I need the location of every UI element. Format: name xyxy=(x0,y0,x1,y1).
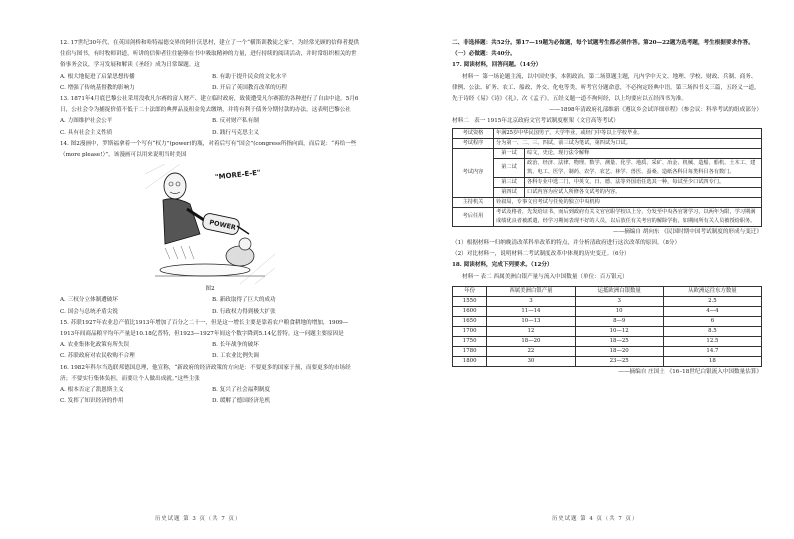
table-cell: 综文，史论，现行法令解释 xyxy=(525,148,762,158)
option-b[interactable]: B. 新政取得了巨大的成功 xyxy=(212,297,276,304)
option-a[interactable]: A. 根大地促进了启蒙思想传播 xyxy=(60,73,135,80)
table-cell: 1550 xyxy=(453,296,487,306)
page-footer: 历史试题 第 3 页（共 7 页） xyxy=(155,516,242,522)
option-a[interactable]: A. 力图维护社会公平 xyxy=(60,118,113,125)
option-b[interactable]: B. 长年战争的破坏 xyxy=(212,342,259,349)
table-row xyxy=(453,316,762,326)
table-cell: 考试程序 xyxy=(453,138,494,148)
table-row xyxy=(453,187,762,197)
option-c[interactable]: C. 增强了传统基督教的影响力 xyxy=(60,84,135,91)
table-cell: 考试内容 xyxy=(453,148,494,197)
table-cell: 18—20 xyxy=(575,346,663,356)
table-cell: 6 xyxy=(663,316,761,326)
option-b[interactable]: B. 复兴了社会福利制度 xyxy=(212,387,271,394)
material-source: ——摘编自 胡向东 《民国时期中国考试制度的形成与变迁》 xyxy=(613,228,762,235)
question-17-part-1: （1）根据材料一归纳晚清改革科举改革的特点，并分析清政府进行这次改革的原因。（8分） xyxy=(452,239,681,246)
table-cell: 分为第一、二、三、四试，前三试为笔试，第四试为口试。 xyxy=(494,138,762,148)
option-c[interactable]: C. 发挥了知识经济的作用 xyxy=(60,398,124,405)
page-footer: 历史试题 第 4 页（共 7 页） xyxy=(552,516,639,522)
option-b[interactable]: B. 有助于提升民众的文化水平 xyxy=(212,73,287,80)
material-label: 材料一 xyxy=(462,73,479,80)
table-cell: 主持机关 xyxy=(453,197,494,207)
question-14 xyxy=(60,139,360,318)
question-13 xyxy=(60,94,360,139)
table-row xyxy=(453,148,762,158)
table-cell: 10—13 xyxy=(487,316,575,326)
material-source: ——1898年清政府礼部维新《遵议乡会试详细章程》（参会议：科举考试的组成部分） xyxy=(549,107,762,114)
table-row xyxy=(453,128,762,138)
table-cell: 30 xyxy=(487,356,575,366)
column-header: 年份 xyxy=(453,286,487,296)
option-c[interactable]: C. 苏联政府对农民收购不合理 xyxy=(60,353,135,360)
required-heading: （一）必做题：共40分。 xyxy=(452,51,516,58)
table-cell: 3 xyxy=(487,296,575,306)
option-c[interactable]: C. 国会与总统矛盾尖锐 xyxy=(60,308,118,315)
cartoon-caption: "MORE-E-E" xyxy=(214,168,261,182)
option-d[interactable]: D. 开启了英国教育改革的历程 xyxy=(212,84,287,91)
column-header: 从欧洲运往东方数量 xyxy=(663,286,761,296)
figure-caption: 图2 xyxy=(205,286,215,293)
question-stem: 15. 苏联1927年农业总产值比1913年增加了百分之二十一，但是这一增长主要是靠着农户粮食耕地的增加，1909—1913年间商品粮平均年产量是10.18亿普特，但1923—1927年间这个数字降到5.14亿普特。这一问题主要原因是 xyxy=(60,319,349,338)
table-row xyxy=(453,296,762,306)
table-row xyxy=(453,336,762,346)
option-d[interactable]: D. 践行马克思主义 xyxy=(212,129,259,136)
table-cell: 年满25岁中华民国男子，大学毕业，或经门中等以上学校毕业。 xyxy=(494,128,762,138)
table-cell: 10 xyxy=(575,306,663,316)
table-cell: 1600 xyxy=(453,306,487,316)
exam-page-4 xyxy=(397,0,794,539)
table-row xyxy=(453,207,762,226)
table-cell: 4—4 xyxy=(663,306,761,316)
table-title: 表一 1915年北京政府文官考试制度框架（文官高等考试） xyxy=(474,118,619,125)
option-a[interactable]: A. 农业集体化政策有所失误 xyxy=(60,342,130,349)
table-cell: 10—12 xyxy=(575,326,663,336)
exam-system-table xyxy=(452,128,762,227)
table-cell: 口试内容为应试人所修各文试考的内容。 xyxy=(525,187,762,197)
cartoon-figure xyxy=(145,164,275,284)
table-cell: 1800 xyxy=(453,356,487,366)
option-c[interactable]: C. 具有社会主义性质 xyxy=(60,129,113,136)
question-17-title: 17. 阅读材料，回答问题。（14分） xyxy=(452,62,542,69)
table-cell: 第四试 xyxy=(494,187,525,197)
material-2-header xyxy=(452,116,762,127)
table-cell: 3 xyxy=(575,296,663,306)
right-column xyxy=(452,38,762,378)
table-cell: 第二试 xyxy=(494,158,525,177)
question-stem: 16. 1982年科尔当选联邦德国总理，他宣称，“新政府的经济政策的方向是：不要更多的国家于预，而要更多的市场经济；不要实行集体负担，而要让个人做出成就。”这些主张 xyxy=(60,364,351,382)
question-12 xyxy=(60,38,360,94)
question-18-title: 18. 阅读材料，完成下列要求。（12分） xyxy=(452,262,553,269)
table-cell: 1700 xyxy=(453,326,487,336)
material-source: ——摘编自 庄国土 《16–18世纪白银流入中国数量估算》 xyxy=(618,368,762,375)
table-cell: 18—25 xyxy=(575,336,663,346)
table-row xyxy=(453,346,762,356)
table-cell: 18 xyxy=(663,356,761,366)
column-header: 运抵欧洲白银数量 xyxy=(575,286,663,296)
table-cell: 2.5 xyxy=(663,296,761,306)
table-cell: 考后任用 xyxy=(453,207,494,226)
material-label: 材料二 xyxy=(452,118,469,125)
table-cell: 1650 xyxy=(453,316,487,326)
section-heading: 二、非选择题：共52分。第17—19题为必做题，每个试题考生都必须作答。第20—22题为选考题，考生根据要求作答。 xyxy=(452,40,754,46)
table-cell: 12 xyxy=(487,326,575,336)
bottle-label: POWER xyxy=(208,218,237,232)
question-stem: 13. 1871年4月底巴黎公社采用没收凡尔赛的富人财产、建立临时政府，致使遭受凡尔赛派的各种进行了自由中途。5月6日，公社会令为捕捉价值不低于二十法郎的典押品及租金免去缴纳，并将有利于债务分期付款的办法。这表明巴黎公社 xyxy=(60,96,359,114)
table-row xyxy=(453,326,762,336)
table-cell: 1750 xyxy=(453,336,487,346)
table-row xyxy=(453,138,762,148)
table-cell: 18—20 xyxy=(487,336,575,346)
table-cell: 第一试 xyxy=(494,148,525,158)
option-d[interactable]: D. 工农业比例失调 xyxy=(212,353,259,360)
table-cell: 22 xyxy=(487,346,575,356)
option-a[interactable]: A. 三权分立体制遭破坏 xyxy=(60,297,118,304)
column-header: 西属美洲白银产量 xyxy=(487,286,575,296)
option-b[interactable]: B. 反对财产私有制 xyxy=(212,118,259,125)
table-cell: 8.5 xyxy=(663,326,761,336)
table-cell: 政治、经济、法律、物理、数学、测量、化学、地质、采矿、冶金、机械、造船、船机、土木工、建筑、电工、医学、制药、农学、农艺、林学、兽医、蚕桑、造纸各科目每类科目各有数门。 xyxy=(525,158,762,177)
option-a[interactable]: A. 根本否定了凯恩斯主义 xyxy=(60,387,124,394)
table-row xyxy=(453,197,762,207)
question-stem: 14. 图2漫画中，罗斯福拿着一个写有“权力”(power)的瓶，对着后写有“国会”(congress所指向面，而后说：“再给一些（more please!）”，该漫画可以用来说明当时美国 xyxy=(60,140,357,159)
table-cell: 11—14 xyxy=(487,306,575,316)
table-row xyxy=(453,306,762,316)
table-cell: 考试及格者，先发给证书，而后到政府有关文官官职学校以上分，分发至中央各官署学习，以两年为限，学习期满成绩优良者被派遣，经学习期间表现不好的人员，以后放任有关考官的解除学衔，如期间所有关人员被授给职务。 xyxy=(494,207,762,226)
question-stem: 12. 17世纪30年代，在英国剑桥和哈特福德交界的阿什沃思村，建立了一个“横笛训教徒之家”，为经常光顾的信仰者提供住宿与图书，有时牧师讲道，听讲的信仰者往往能够在书中吸取精神的力量，进行持续的阅读活动，并时常组织相关的世俗事务会议，学习发展和解读《圣经》成为日常课题。这 xyxy=(60,40,360,69)
question-15 xyxy=(60,318,360,363)
left-column xyxy=(60,38,360,407)
table-cell: 23—25 xyxy=(575,356,663,366)
material-1 xyxy=(452,72,762,106)
option-d[interactable]: D. 行政权力得到极大扩张 xyxy=(212,308,276,315)
table-cell: 考试资格 xyxy=(453,128,494,138)
table-cell: 1780 xyxy=(453,346,487,356)
material-text: 第一场论题主流，以中国史事，本朝政治。第二场算题主题，凡内学中天文、地理、学校、财政、兵制、商务、律例、公法、矿务、农工、船政、外交、化电等类，听考官分题命意，不必拘定经典中语。第三场四书义三篇，五经义一道，先于诗经《易》《诗》《礼》，次《孟子》，五经义题一道不拘何经，以上均要应以五经四书为准。 xyxy=(452,73,760,103)
question-17-part-2: （2）对比材料一，说明材料二考试制度改革中体现的历史变迁。（6分） xyxy=(452,251,630,258)
table-cell: 14.7 xyxy=(663,346,761,356)
table-cell: 铨叙局，专事文官考试与任免的独立中央机构 xyxy=(494,197,762,207)
table-cell: 第三试 xyxy=(494,177,525,187)
table-cell: 8—9 xyxy=(575,316,663,326)
table-cell: 12.5 xyxy=(663,336,761,346)
table-title: 材料一 表二 西属美洲白银产量与流入中国数量（单位：百万银元） xyxy=(462,274,628,281)
question-16 xyxy=(60,363,360,408)
table-row xyxy=(453,158,762,177)
silver-table xyxy=(452,286,762,367)
option-d[interactable]: D. 缓解了德国经济危机 xyxy=(212,398,271,405)
table-header-row xyxy=(453,286,762,296)
table-cell: 各科专业中选二门，中英文，日、德、法等外国语任选其一种，每试至少口试四专门。 xyxy=(525,177,762,187)
table-row xyxy=(453,177,762,187)
table-row xyxy=(453,356,762,366)
